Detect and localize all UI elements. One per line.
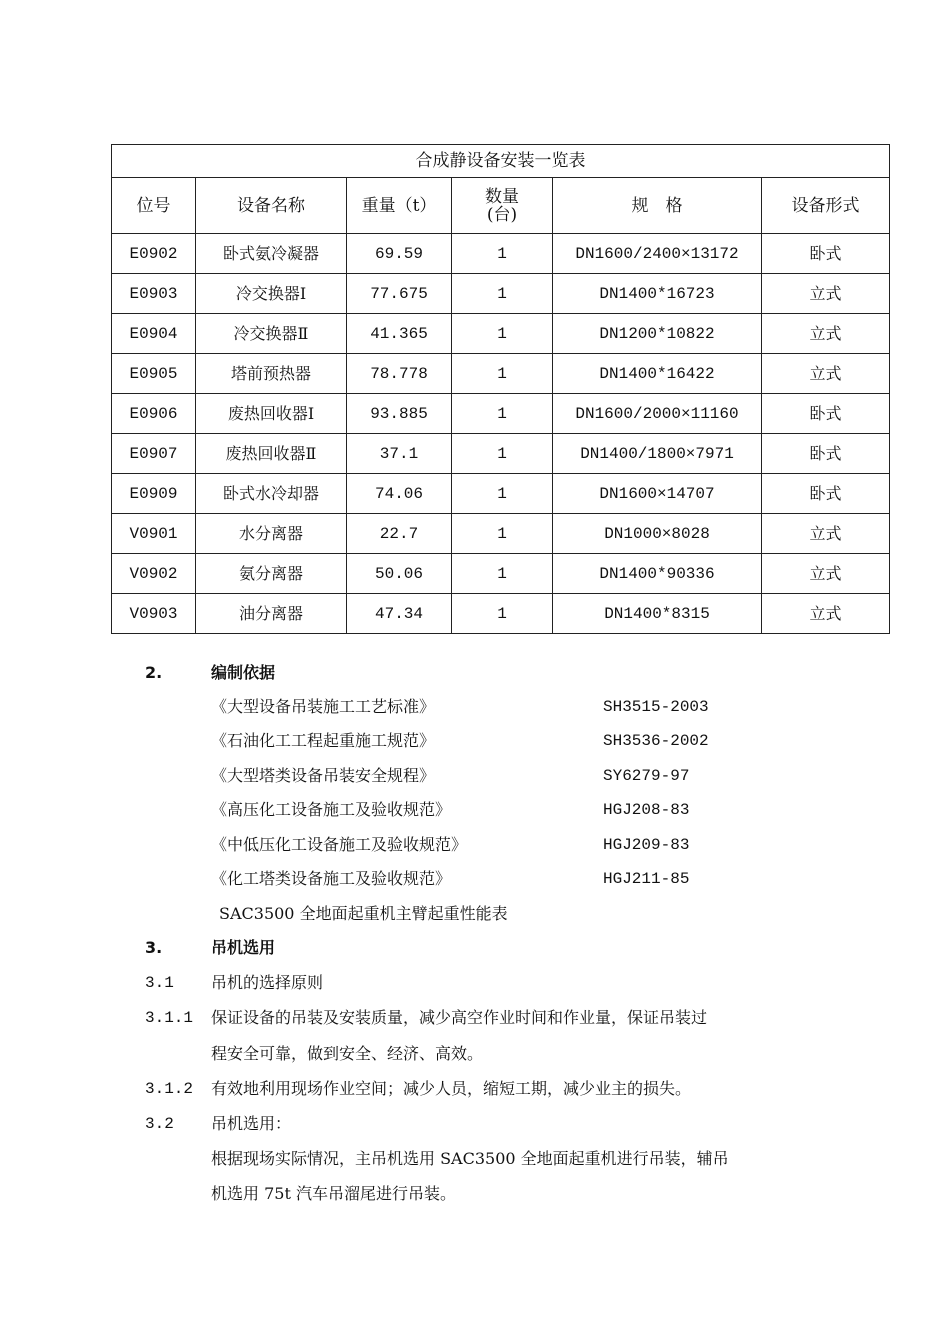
- row-qty: 1: [452, 314, 553, 354]
- table-row: [112, 594, 890, 634]
- table-title: 合成静设备安装一览表: [112, 145, 890, 178]
- header-spec: 规 格: [553, 178, 762, 234]
- section2-title: 编制依据: [211, 663, 276, 682]
- row-qty: 1: [452, 594, 553, 634]
- row-weight: 77.675: [347, 274, 452, 314]
- row-spec: DN1200*10822: [553, 314, 762, 354]
- reference-code: SY6279-97: [603, 767, 690, 785]
- row-form: 立式: [762, 314, 890, 354]
- row-weight: 50.06: [347, 554, 452, 594]
- row-tag: E0905: [112, 354, 196, 394]
- reference-name: 《石油化工工程起重施工规范》: [211, 731, 436, 750]
- row-qty: 1: [452, 434, 553, 474]
- header-qty-line1: 数量: [485, 186, 519, 207]
- row-tag: E0909: [112, 474, 196, 514]
- header-qty: [452, 178, 553, 234]
- table-row: [112, 474, 890, 514]
- table-row: [112, 354, 890, 394]
- reference-code: HGJ208-83: [603, 801, 690, 819]
- table-row: [112, 234, 890, 274]
- row-weight: 41.365: [347, 314, 452, 354]
- row-form: 立式: [762, 594, 890, 634]
- reference-name: 《高压化工设备施工及验收规范》: [211, 800, 452, 819]
- row-form: 卧式: [762, 474, 890, 514]
- reference-name: 《大型设备吊装施工工艺标准》: [211, 697, 436, 716]
- header-qty-line2: (台): [486, 204, 518, 225]
- row-spec: DN1400*16723: [553, 274, 762, 314]
- row-spec: DN1600×14707: [553, 474, 762, 514]
- section311-number: 3.1.1: [145, 1009, 194, 1027]
- reference-code: SH3515-2003: [603, 698, 709, 716]
- row-form: 卧式: [762, 234, 890, 274]
- row-form: 卧式: [762, 394, 890, 434]
- reference-code: HGJ211-85: [603, 870, 690, 888]
- section3-title: 吊机选用: [211, 938, 276, 957]
- row-qty: 1: [452, 354, 553, 394]
- row-spec: DN1400*8315: [553, 594, 762, 634]
- row-form: 立式: [762, 554, 890, 594]
- table-header-row: [112, 178, 890, 234]
- row-name: 冷交换器Ⅱ: [196, 314, 347, 354]
- row-tag: V0902: [112, 554, 196, 594]
- reference-code: HGJ209-83: [603, 836, 690, 854]
- header-name: 设备名称: [196, 178, 347, 234]
- section311-line2: 程安全可靠，做到安全、经济、高效。: [211, 1044, 484, 1063]
- section2-number: 2.: [145, 663, 163, 682]
- reference-name: 《中低压化工设备施工及验收规范》: [211, 835, 468, 854]
- row-form: 立式: [762, 354, 890, 394]
- row-form: 卧式: [762, 434, 890, 474]
- section32-line1: 根据现场实际情况，主吊机选用 SAC3500 全地面起重机进行吊装，辅吊: [211, 1149, 729, 1168]
- section32-title: 吊机选用：: [211, 1114, 292, 1133]
- section32-line2: 机选用 75t 汽车吊溜尾进行吊装。: [211, 1184, 456, 1203]
- equipment-table: [111, 144, 890, 634]
- row-qty: 1: [452, 234, 553, 274]
- row-weight: 74.06: [347, 474, 452, 514]
- table-row: [112, 274, 890, 314]
- row-qty: 1: [452, 394, 553, 434]
- row-tag: V0903: [112, 594, 196, 634]
- row-spec: DN1400/1800×7971: [553, 434, 762, 474]
- section31-title: 吊机的选择原则: [211, 973, 324, 992]
- header-form: 设备形式: [762, 178, 890, 234]
- row-tag: E0906: [112, 394, 196, 434]
- row-qty: 1: [452, 474, 553, 514]
- row-spec: DN1400*90336: [553, 554, 762, 594]
- table-row: [112, 554, 890, 594]
- row-weight: 69.59: [347, 234, 452, 274]
- header-weight: 重量（t）: [347, 178, 452, 234]
- row-name: 废热回收器Ⅰ: [196, 394, 347, 434]
- row-name: 油分离器: [196, 594, 347, 634]
- row-qty: 1: [452, 514, 553, 554]
- row-weight: 22.7: [347, 514, 452, 554]
- table-row: [112, 394, 890, 434]
- table-row: [112, 314, 890, 354]
- row-name: 塔前预热器: [196, 354, 347, 394]
- row-weight: 37.1: [347, 434, 452, 474]
- row-name: 卧式水冷却器: [196, 474, 347, 514]
- table-row: [112, 434, 890, 474]
- row-spec: DN1000×8028: [553, 514, 762, 554]
- row-tag: E0902: [112, 234, 196, 274]
- row-qty: 1: [452, 554, 553, 594]
- section312-number: 3.1.2: [145, 1080, 194, 1098]
- row-spec: DN1600/2400×13172: [553, 234, 762, 274]
- row-weight: 93.885: [347, 394, 452, 434]
- table-row: [112, 514, 890, 554]
- section311-line1: 保证设备的吊装及安装质量，减少高空作业时间和作业量，保证吊装过: [211, 1008, 708, 1027]
- reference-name: 《化工塔类设备施工及验收规范》: [211, 869, 452, 888]
- row-name: 水分离器: [196, 514, 347, 554]
- reference-extra: SAC3500 全地面起重机主臂起重性能表: [219, 904, 508, 923]
- row-form: 立式: [762, 274, 890, 314]
- section32-number: 3.2: [145, 1115, 174, 1133]
- row-name: 冷交换器Ⅰ: [196, 274, 347, 314]
- row-name: 氨分离器: [196, 554, 347, 594]
- row-tag: V0901: [112, 514, 196, 554]
- reference-code: SH3536-2002: [603, 732, 709, 750]
- row-name: 废热回收器Ⅱ: [196, 434, 347, 474]
- row-spec: DN1600/2000×11160: [553, 394, 762, 434]
- row-form: 立式: [762, 514, 890, 554]
- reference-name: 《大型塔类设备吊装安全规程》: [211, 766, 436, 785]
- row-name: 卧式氨冷凝器: [196, 234, 347, 274]
- section312-text: 有效地利用现场作业空间；减少人员，缩短工期，减少业主的损失。: [211, 1079, 692, 1098]
- row-tag: E0904: [112, 314, 196, 354]
- section3-number: 3.: [145, 938, 163, 957]
- header-tag: 位号: [112, 178, 196, 234]
- row-qty: 1: [452, 274, 553, 314]
- section31-number: 3.1: [145, 974, 174, 992]
- row-weight: 78.778: [347, 354, 452, 394]
- row-tag: E0907: [112, 434, 196, 474]
- row-tag: E0903: [112, 274, 196, 314]
- row-spec: DN1400*16422: [553, 354, 762, 394]
- row-weight: 47.34: [347, 594, 452, 634]
